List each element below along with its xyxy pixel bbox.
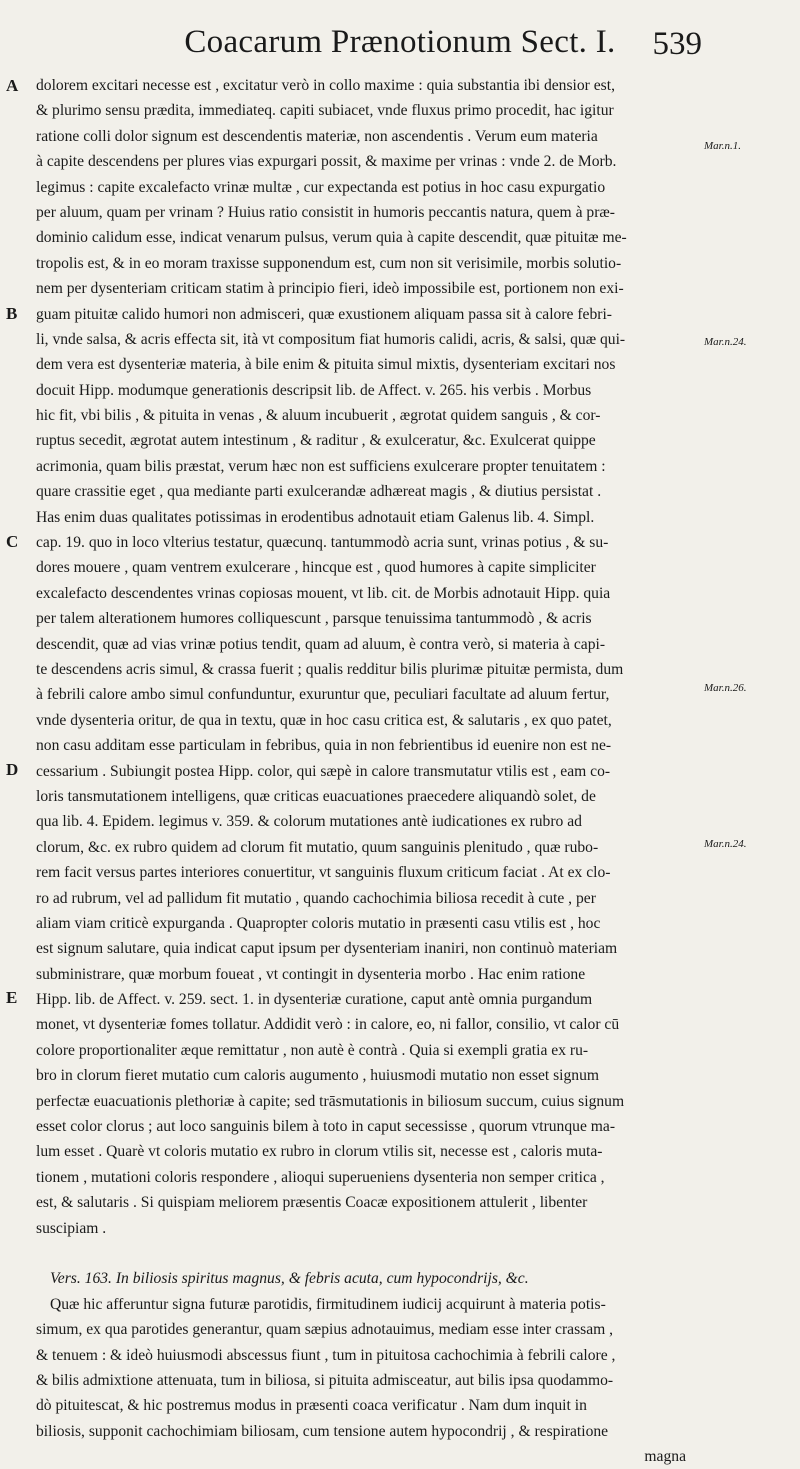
section-letter-b: B bbox=[6, 304, 18, 323]
text-line: tropolis est, & in eo moram traxisse supponendum est, cum non sit verisimile, morbis solutio- bbox=[36, 254, 622, 272]
text-line: est signum salutare, quia indicat caput ipsum per dysenteriam inaniri, non continuò materiam bbox=[36, 940, 618, 958]
text-line: subministrare, quæ morbum foueat , vt contingit in dysenteria morbo . Hac enim ratione bbox=[36, 965, 586, 983]
text-line: Hipp. lib. de Affect. v. 259. sect. 1. in dysenteriæ curatione, caput antè omnia purgandum bbox=[36, 991, 593, 1009]
text-line: descendit, quæ ad vias vrinæ potius tendit, quam ad aluum, è contra verò, si materia à capi- bbox=[36, 635, 606, 653]
text-line: hic fit, vbi bilis , & pituita in venas , & aluum incubuerit , ægrotat quidem sanguis , & cor- bbox=[36, 407, 601, 425]
text-line: & tenuem : & ideò huiusmodi abscessus fiunt , tum in pituitosa cachochimia à febrili calore , bbox=[36, 1346, 616, 1364]
margin-note: Mar.n.1. bbox=[704, 140, 741, 152]
margin-note: Mar.n.24. bbox=[704, 838, 747, 850]
text-line: quare crassitie eget , qua mediante parti exulcerandæ adhæreat magis , & diutius persistat . bbox=[36, 483, 602, 501]
text-line: vnde dysenteria oritur, de qua in textu, quæ in hoc casu critica est, & salutaris , ex quo patet, bbox=[36, 711, 612, 729]
text-line: dores mouere , quam ventrem exulcerare , hincque est , quod humores à capite simpliciter bbox=[36, 559, 596, 577]
text-line: aliam viam criticè expurganda . Quapropter coloris mutatio in præsenti casu vtilis est , hoc bbox=[36, 914, 601, 932]
text-line: colore proportionaliter æque remittatur , non autè è contrà . Quia si exempli gratia ex ru- bbox=[36, 1041, 589, 1059]
text-line: docuit Hipp. modumque generationis descripsit lib. de Affect. v. 265. his verbis . Morbus bbox=[36, 381, 592, 399]
page-number: 539 bbox=[652, 26, 702, 62]
text-line: legimus : capite excalefacto vrinæ multæ , cur expectanda est potius in hoc casu expurgatio bbox=[36, 178, 606, 196]
text-line: rem facit versus partes interiores conuertitur, vt sanguinis fluxum criticum faciat . At ex clo- bbox=[36, 864, 611, 882]
text-line: dò pituitescat, & hic postremus modus in præsenti coaca verificatur . Nam dum inquit in bbox=[36, 1397, 587, 1415]
text-line: esset color clorus ; aut loco sanguinis bilem à toto in caput secessisse , quorum vtrunque ma- bbox=[36, 1118, 616, 1136]
text-line: qua lib. 4. Epidem. legimus v. 359. & colorum mutationes antè iudicationes ex rubro ad bbox=[36, 813, 582, 831]
text-line: cessarium . Subiungit postea Hipp. color, qui sæpè in calore transmutatur vtilis est , eam co- bbox=[36, 762, 611, 780]
catchword: magna bbox=[644, 1448, 686, 1466]
text-line: li, vnde salsa, & acris effecta sit, ità vt compositum fiat humoris calidi, acris, & salsi, quæ qui- bbox=[36, 330, 626, 348]
section-letter-c: C bbox=[6, 532, 19, 551]
section-letter-d: D bbox=[6, 760, 19, 779]
text-line: non casu additam esse particulam in febribus, quia in non febrientibus id euenire non est ne- bbox=[36, 737, 612, 755]
text-line: excalefacto descendentes vrinas copiosas mouent, vt lib. cit. de Morbis adnotauit Hipp. quia bbox=[36, 584, 611, 602]
text-line: dem vera est dysenteriæ materia, à bile enim & pituita simul mixtis, dysenteriam excitari nos bbox=[36, 356, 616, 374]
running-title: Coacarum Prænotionum Sect. I. bbox=[184, 24, 616, 60]
section-letter-e: E bbox=[6, 988, 18, 1007]
text-line: Has enim duas qualitates potissimas in erodentibus adnotauit etiam Galenus lib. 4. Simpl. bbox=[36, 508, 595, 526]
text-line: lum esset . Quarè vt coloris mutatio ex rubro in clorum vtilis sit, necesse est , caloris muta- bbox=[36, 1143, 603, 1161]
text-line: acrimonia, quam bilis præstat, verum hæc non est sufficiens exulcerare propter tenuitatem : bbox=[36, 457, 606, 475]
text-line: simum, ex qua parotides generantur, quam sæpius adnotauimus, mediam esse inter crassam , bbox=[36, 1321, 614, 1339]
text-line: & bilis admixtione attenuata, tum in biliosa, si pituita admisceatur, aut bilis ipsa quodammo- bbox=[36, 1371, 614, 1389]
text-line: monet, vt dysenteriæ fomes tollatur. Addidit verò : in calore, eo, ni fallor, consilio, vt calor cū bbox=[36, 1016, 620, 1034]
verse-heading: Vers. 163. In biliosis spiritus magnus, & febris acuta, cum hypocondrijs, &c. bbox=[50, 1270, 529, 1288]
text-line: bro in clorum fieret mutatio cum caloris augumento , huiusmodi mutatio non esset signum bbox=[36, 1067, 600, 1085]
text-line: est, & salutaris . Si quispiam meliorem præsentis Coacæ expositionem attulerit , libenter bbox=[36, 1194, 588, 1212]
section-letter-a: A bbox=[6, 76, 19, 95]
text-line: tionem , mutationi coloris respondere , alioqui superueniens dysenteria non semper critica , bbox=[36, 1168, 605, 1186]
text-line: perfectæ euacuationis plethoriæ à capite; sed trāsmutationis in biliosum succum, cuius signum bbox=[36, 1092, 625, 1110]
text-line: clorum, &c. ex rubro quidem ad clorum fit mutatio, quum sanguinis plenitudo , quæ rubo- bbox=[36, 838, 599, 856]
text-line: biliosis, supponit cachochimiam biliosam, cum tensione autem hypocondrij , & respiratione bbox=[36, 1422, 609, 1440]
text-line: ratione colli dolor signum est descendentis materiæ, non ascendentis . Verum eum materia bbox=[36, 127, 598, 145]
text-line: loris tansmutationem intelligens, quæ criticas euacuationes praecedere aliquandò solet, de bbox=[36, 787, 596, 805]
text-line: cap. 19. quo in loco vlterius testatur, quæcunq. tantummodò acria sunt, vrinas potius , & su- bbox=[36, 534, 609, 552]
text-line: nem per dysenteriam criticam statim à principio fieri, ideò impossibile est, portionem non exi- bbox=[36, 280, 624, 298]
text-line: ro ad rubrum, vel ad pallidum fit mutatio , quando cachochimia biliosa recedit à cute , per bbox=[36, 889, 596, 907]
text-line: Quæ hic afferuntur signa futuræ parotidis, firmitudinem iudicij acquirunt à materia potis- bbox=[50, 1295, 606, 1313]
text-line: & plurimo sensu prædita, immediateq. capiti subiacet, vnde fluxus primo procedit, hac igitur bbox=[36, 102, 614, 120]
page-header bbox=[0, 22, 800, 72]
margin-note: Mar.n.26. bbox=[704, 682, 747, 694]
commentary-paragraph bbox=[36, 73, 700, 1266]
text-line: guam pituitæ calido humori non admisceri, quæ exustionem aliquam passa sit à calore febri- bbox=[36, 305, 612, 323]
main-text bbox=[36, 73, 700, 1469]
text-line: te descendens acris simul, & crassa fuerit ; qualis redditur bilis plurimæ pituitæ permista, dum bbox=[36, 660, 624, 678]
text-line: dolorem excitari necesse est , excitatur verò in collo maxime : quia substantia ibi densior est, bbox=[36, 77, 615, 94]
text-line bbox=[36, 1241, 700, 1266]
text-line: suscipiam . bbox=[36, 1219, 107, 1237]
margin-note: Mar.n.24. bbox=[704, 336, 747, 348]
text-line: à capite descendens per plures vias expurgari possit, & maxime per vrinas : vnde 2. de Morb. bbox=[36, 153, 617, 171]
text-line: per aluum, quam per vrinam ? Huius ratio consistit in humoris peccantis natura, quem à præ- bbox=[36, 203, 615, 221]
text-line: dominio calidum esse, indicat venarum pulsus, verum quia à capite descendit, quæ pituitæ me- bbox=[36, 229, 627, 247]
text-line: per talem alterationem humores colliquescunt , parsque tenuissima tantummodò , & acris bbox=[36, 610, 592, 628]
commentary-paragraph bbox=[36, 1292, 700, 1444]
text-line: à febrili calore ambo simul confunduntur, exuruntur que, peculiari facultate ad aluum fertur, bbox=[36, 686, 610, 704]
text-line: ruptus secedit, ægrotat autem intestinum , & raditur , & exulceratur, &c. Exulcerat quippe bbox=[36, 432, 596, 450]
